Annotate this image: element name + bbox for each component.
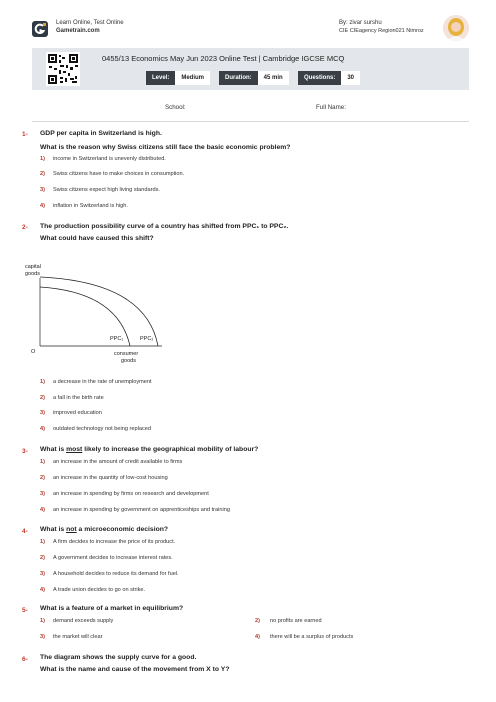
duration-badge [219,71,289,85]
question-text: What could have caused this shift? [40,235,154,242]
question-text: What is not a microeconomic decision? [40,526,169,533]
qr-code-icon[interactable] [46,52,80,86]
question-text: The production possibility curve of a country has shifted from PPC₁ to PPC₂. [40,223,289,230]
option-text[interactable]: an increase in spending by firms on research and development [53,491,209,497]
question-number: 2- [22,224,28,231]
option-label[interactable]: 1) [40,618,45,624]
school-field[interactable]: School: [165,104,186,111]
option-text[interactable]: Swiss citizens expect high living standards. [53,187,160,193]
option-text[interactable]: A firm decides to increase the price of its product. [53,539,176,545]
question-text: What is most likely to increase the geographical mobility of labour? [40,446,259,453]
questions-label: Questions: [298,71,341,85]
option-text[interactable]: there will be a surplus of products [270,634,354,640]
option-label[interactable]: 1) [40,379,45,385]
y-axis-label: capital [25,264,41,270]
option-text[interactable]: Swiss citizens have to make choices in consumption. [53,171,185,177]
option-label[interactable]: 2) [40,395,45,401]
option-text[interactable]: an increase in the quantity of low-cost housing [53,475,168,481]
duration-label: Duration: [219,71,258,85]
option-text[interactable]: a decrease in the rate of unemployment [53,379,152,385]
option-label[interactable]: 1) [40,459,45,465]
option-text[interactable]: A trade union decides to go on strike. [53,587,146,593]
question-text: What is a feature of a market in equilibrium? [40,605,184,612]
option-text[interactable]: improved education [53,410,102,416]
option-text[interactable]: outdated technology not being replaced [53,426,151,432]
option-label[interactable]: 2) [40,171,45,177]
option-label[interactable]: 2) [255,618,260,624]
option-label[interactable]: 4) [40,203,45,209]
question-number: 3- [22,448,28,455]
option-text[interactable]: the market will clear [53,634,103,640]
author-region: CIE CIEagency Region021 Nimroz [339,28,424,34]
level-label: Level: [146,71,175,85]
option-label[interactable]: 1) [40,156,45,162]
option-text[interactable]: no profits are earned [270,618,322,624]
x-axis-label: goods [121,358,136,364]
option-label[interactable]: 2) [40,475,45,481]
option-label[interactable]: 3) [40,491,45,497]
origin-label: O [31,349,36,355]
ppc2-label: PPC₂ [140,336,154,342]
emphasis-word: not [66,526,77,533]
option-text[interactable]: an increase in spending by government on apprenticeships and training [53,507,230,513]
option-text[interactable]: A government decides to increase interest rates. [53,555,173,561]
author-name: By: zivar surshu [339,20,382,26]
brand-site: Gametrain.com [56,28,100,34]
fullname-field[interactable]: Full Name: [316,104,346,111]
option-text[interactable]: income in Switzerland is unevenly distributed. [53,156,166,162]
option-text[interactable]: a fall in the birth rate [53,395,104,401]
question-text: What is the reason why Swiss citizens still face the basic economic problem? [40,144,291,151]
option-label[interactable]: 1) [40,539,45,545]
option-text[interactable]: A household decides to reduce its demand for fuel. [53,571,179,577]
avatar [443,15,469,41]
option-text[interactable]: demand exceeds supply [53,618,114,624]
option-label[interactable]: 3) [40,634,45,640]
questions-value: 30 [341,71,360,85]
avatar-icon [443,15,469,41]
gametrain-logo-icon [32,21,48,37]
option-label[interactable]: 4) [40,426,45,432]
question-number: 4- [22,528,28,535]
test-title: 0455/13 Economics May Jun 2023 Online Test | Cambridge IGCSE MCQ [102,54,345,63]
ppc1-label: PPC₁ [110,336,124,342]
option-text[interactable]: an increase in the amount of credit available to firms [53,459,183,465]
emphasis-word: most [66,446,83,453]
question-text: What is the name and cause of the movement from X to Y? [40,666,230,673]
level-value: Medium [175,71,210,85]
option-label[interactable]: 4) [40,587,45,593]
page-header [0,0,496,48]
question-number: 6- [22,656,28,663]
brand-tagline: Learn Online, Test Online [56,20,124,26]
option-label[interactable]: 3) [40,571,45,577]
question-number: 5- [22,607,28,614]
divider [32,121,469,122]
option-label[interactable]: 4) [40,507,45,513]
question-number: 1- [22,131,28,138]
option-label[interactable]: 3) [40,410,45,416]
test-banner [32,48,469,90]
question-text: The diagram shows the supply curve for a good. [40,654,197,661]
duration-value: 45 min [258,71,289,85]
option-text[interactable]: inflation in Switzerland is high. [53,203,128,209]
x-axis-label: consumer [114,351,139,357]
option-label[interactable]: 2) [40,555,45,561]
option-label[interactable]: 3) [40,187,45,193]
y-axis-label: goods [25,271,40,277]
questions-badge [298,71,360,85]
question-text: GDP per capita in Switzerland is high. [40,130,162,137]
ppc-diagram [22,258,172,368]
level-badge [146,71,210,85]
option-label[interactable]: 4) [255,634,260,640]
